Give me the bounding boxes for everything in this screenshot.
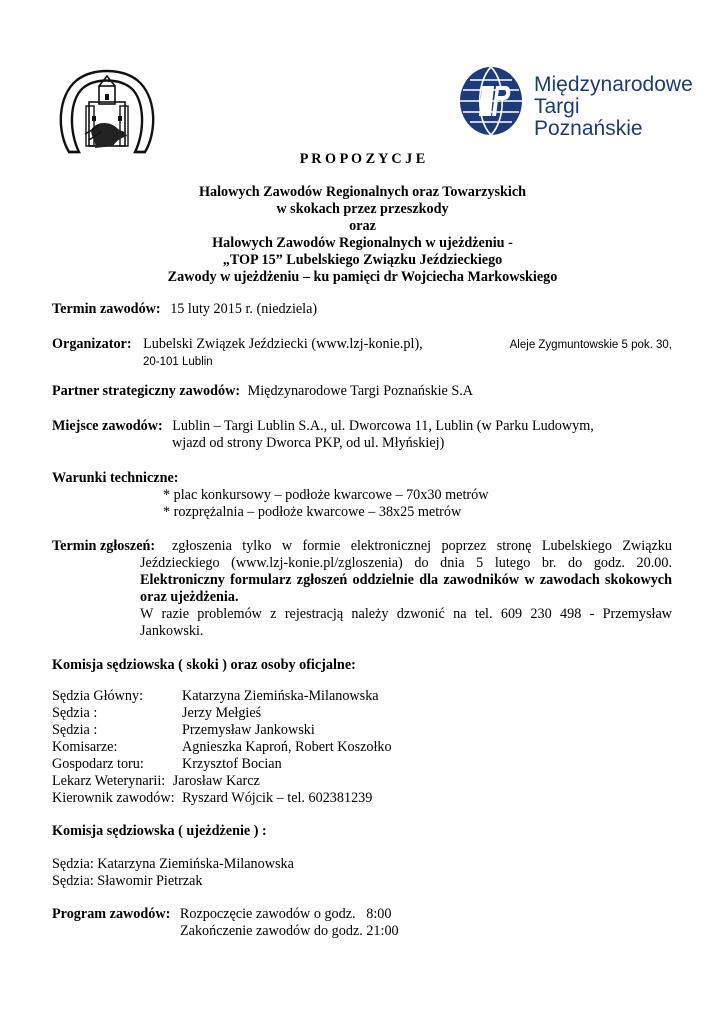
miejsce-row bbox=[52, 418, 594, 435]
zgloszenia-label: Termin zgłoszeń: bbox=[52, 538, 156, 554]
warunki-item-1: * plac konkursowy – podłoże kwarcowe – 70x30 metrów bbox=[163, 487, 489, 503]
miejsce-line1: Lublin – Targi Lublin S.A., ul. Dworcowa 11, Lublin (w Parku Ludowym, bbox=[172, 418, 594, 434]
zgloszenia-row bbox=[52, 538, 672, 555]
title-line-6: Zawody w ujeżdżeniu – ku pamięci dr Wojciecha Markowskiego bbox=[167, 269, 558, 285]
termin-value: 15 luty 2015 r. (niedziela) bbox=[170, 301, 318, 317]
warunki-item-2: * rozprężalnia – podłoże kwarcowe – 38x25 metrów bbox=[163, 504, 462, 520]
komisja-skoki-title: Komisja sędziowska ( skoki ) oraz osoby oficjalne: bbox=[52, 657, 356, 673]
mtp-globe-icon bbox=[458, 64, 524, 138]
mtp-logo bbox=[458, 62, 693, 146]
title-line-4: Halowych Zawodów Regionalnych w ujeżdżeniu - bbox=[212, 235, 513, 251]
partner-label: Partner strategiczny zawodów: bbox=[52, 383, 241, 399]
warunki-label: Warunki techniczne: bbox=[52, 470, 179, 486]
komisja-role: Kierownik zawodów: bbox=[52, 790, 175, 806]
program-line2: Zakończenie zawodów do godz. 21:00 bbox=[180, 923, 399, 939]
zgloszenia-line4: oraz ujeżdżenia. bbox=[140, 589, 239, 605]
organizator-address: Aleje Zygmuntowskie 5 pok. 30, bbox=[509, 339, 672, 351]
komisja-row bbox=[52, 688, 143, 705]
program-label: Program zawodów: bbox=[52, 906, 171, 922]
komisja-name: Jerzy Mełgieś bbox=[182, 705, 262, 721]
zgloszenia-line1: zgłoszenia tylko w formie elektronicznej poprzez stronę Lubelskiego Związku bbox=[172, 538, 672, 554]
program-row bbox=[52, 906, 391, 923]
mtp-name-line1: Międzynarodowe bbox=[534, 73, 693, 96]
lzj-emblem-logo bbox=[55, 66, 159, 162]
miejsce-label: Miejsce zawodów: bbox=[52, 418, 163, 434]
komisja-role: Sędzia Główny: bbox=[52, 688, 144, 704]
komisja-role: Gospodarz toru: bbox=[52, 756, 144, 772]
termin-row bbox=[52, 301, 317, 318]
organizator-postcode: 20-101 Lublin bbox=[143, 356, 213, 368]
partner-row bbox=[52, 383, 473, 400]
komisja-role: Sędzia : bbox=[52, 722, 98, 738]
zgloszenia-line6: Jankowski. bbox=[140, 623, 204, 639]
lzj-castle-horse-emblem-icon bbox=[55, 66, 159, 162]
partner-value: Międzynarodowe Targi Poznańskie S.A bbox=[247, 383, 474, 399]
title-line-2: w skokach przez przeszkody bbox=[276, 201, 449, 217]
komisja-role: Sędzia : bbox=[52, 705, 98, 721]
program-line1: Rozpoczęcie zawodów o godz. 8:00 bbox=[179, 906, 392, 922]
komisja-role: Komisarze: bbox=[52, 739, 118, 755]
mtp-name-line2: Targi bbox=[534, 95, 580, 118]
komisja-row bbox=[52, 773, 260, 790]
organizator-label: Organizator: bbox=[52, 336, 132, 352]
komisja-role: Lekarz Weterynarii: bbox=[52, 773, 166, 789]
komisja-name: Ryszard Wójcik – tel. 602381239 bbox=[182, 790, 373, 806]
organizator-row bbox=[52, 336, 672, 353]
title-line-3: oraz bbox=[349, 218, 376, 234]
zgloszenia-line5: W razie problemów z rejestracją należy dzwonić na tel. 609 230 498 - Przemysław bbox=[140, 606, 672, 622]
komisja-name: Agnieszka Kaproń, Robert Koszołko bbox=[182, 739, 392, 755]
komisja-ujezdzenie-title: Komisja sędziowska ( ujeżdżenie ) : bbox=[52, 823, 267, 839]
komisja-name: Przemysław Jankowski bbox=[182, 722, 315, 738]
mtp-name-line3: Poznańskie bbox=[534, 117, 643, 140]
termin-label: Termin zawodów: bbox=[52, 301, 161, 317]
komisja-row bbox=[52, 790, 372, 807]
ujezdzenie-judge: Sędzia: Katarzyna Ziemińska-Milanowska bbox=[52, 856, 294, 872]
title-line-5: „TOP 15” Lubelskiego Związku Jeździeckiego bbox=[222, 252, 503, 268]
komisja-name: Katarzyna Ziemińska-Milanowska bbox=[182, 688, 379, 704]
title-line-1: Halowych Zawodów Regionalnych oraz Towarzyskich bbox=[198, 184, 527, 200]
ujezdzenie-judge: Sędzia: Sławomir Pietrzak bbox=[52, 873, 203, 889]
komisja-name: Krzysztof Bocian bbox=[182, 756, 282, 772]
komisja-name: Jarosław Karcz bbox=[172, 773, 260, 789]
document-heading: P R O P O Z Y C J E bbox=[299, 151, 426, 167]
organizator-value: Lubelski Związek Jeździecki (www.lzj-konie.pl), bbox=[143, 336, 423, 352]
zgloszenia-line3: Elektroniczny formularz zgłoszeń oddzielnie dla zawodników w zawodach skokowych bbox=[140, 572, 672, 588]
zgloszenia-line2: Jeździeckiego (www.lzj-konie.pl/zgloszenia) do dnia 5 lutego br. do godz. 20.00. bbox=[140, 555, 672, 571]
miejsce-line2: wjazd od strony Dworca PKP, od ul. Młyńskiej) bbox=[172, 435, 445, 451]
